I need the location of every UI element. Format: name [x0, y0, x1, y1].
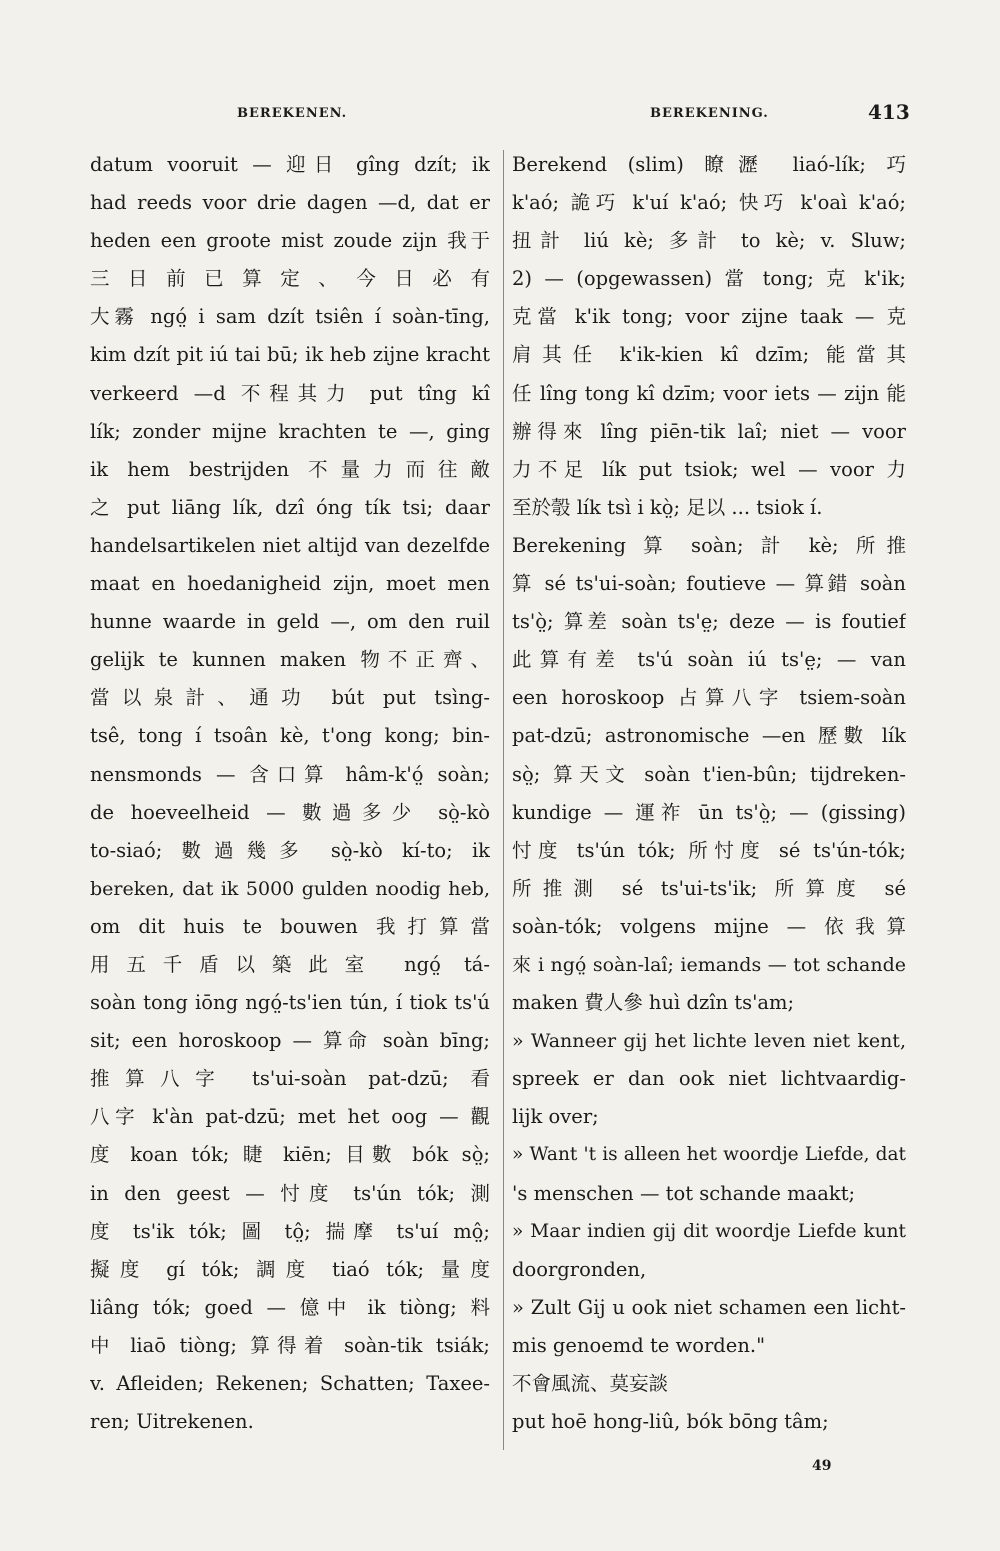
text-line: had reeds voor drie dagen —d, dat er [90, 191, 490, 215]
text-line: 度 koan tók; 睫 kiēn; 目數 bók sò̤; [90, 1143, 490, 1167]
signature-mark: 49 [812, 1458, 832, 1474]
text-line: 算 sé ts'ui-soàn; foutieve — 算錯 soàn [512, 572, 906, 596]
text-line: ik hem bestrijden 不量力而往敵 [90, 457, 490, 481]
text-line: sit; een horoskoop — 算命 soàn bīng; [90, 1029, 490, 1053]
text-line: lík; zonder mijne krachten te —, ging [90, 419, 490, 443]
text-line: Berekening 算 soàn; 計 kè; 所推 [512, 533, 906, 557]
text-line: 辦得來 lîng piēn-tik laî; niet — voor [512, 419, 906, 443]
text-line: bereken, dat ik 5000 gulden noodig heb, [90, 877, 490, 900]
text-line: verkeerd —d 不程其力 put tîng kî [90, 381, 490, 405]
text-line: 至於彀 lík tsì i kò̤; 足以 ... tsiok í. [512, 495, 823, 519]
text-line: gelijk te kunnen maken 物不正齊、 [90, 648, 490, 672]
text-line: 三日前已算定、今日必有 [90, 267, 490, 291]
text-line: maat en hoedanigheid zijn, moet men [90, 572, 490, 596]
text-line: 2) — (opgewassen) 當 tong; 克 k'ik; [512, 267, 906, 291]
text-line: 來 i ngó̤ soàn-laî; iemands — tot schande [512, 953, 906, 976]
text-line: 用五千盾以築此室 ngó̤ tá- [90, 952, 490, 976]
text-line: spreek er dan ook niet lichtvaardig- [512, 1067, 906, 1091]
text-line: 當以泉計、通功 bút put tsìng- [90, 686, 490, 710]
text-line: to-siaó; 數過幾多 sò̤-kò kí-to; ik [90, 838, 490, 862]
text-line: put hoē hong-liû, bók bōng tâm; [512, 1410, 829, 1434]
text-line: soàn tong iōng ngó̤-ts'ien tún, í tiok ts'ú [90, 991, 490, 1015]
text-line: datum vooruit — 迎日 gîng dzít; ik [90, 153, 490, 176]
text-line: 力不足 lík put tsiok; wel — voor 力 [512, 457, 906, 481]
text-line: kim dzít pit iú tai bū; ik heb zijne kracht [90, 343, 490, 367]
text-line: 之 put liāng lík, dzî óng tík tsi; daar [90, 495, 490, 519]
text-line: 中 liaō tiòng; 算得着 soàn-tik tsiák; [90, 1333, 490, 1357]
text-line: Berekend (slim) 瞭瀝 liaó-lík; 巧 [512, 153, 906, 176]
text-line: ts'ò̤; 算差 soàn ts'e̤; deze — is foutief [512, 610, 906, 634]
page-number: 413 [868, 100, 910, 124]
text-line: 度 ts'ik tók; 圖 tô̤; 揣摩 ts'uí mô̤; [90, 1219, 490, 1243]
text-line: tsê, tong í tsoân kè, t'ong kong; bin- [90, 724, 490, 748]
text-line: sò̤; 算天文 soàn t'ien-bûn; tijdreken- [512, 762, 906, 786]
text-line: kundige — 運祚 ūn ts'ò̤; — (gissing) [512, 800, 906, 824]
text-line: liâng tók; goed — 億中 ik tiòng; 料 [90, 1295, 490, 1319]
text-line: 此算有差 ts'ú soàn iú ts'e̤; — van [512, 648, 906, 672]
text-line: in den geest — 忖度 ts'ún tók; 測 [90, 1181, 490, 1205]
right-column [512, 146, 906, 1441]
left-column [90, 146, 490, 1441]
text-line: 所推測 sé ts'ui-ts'ik; 所算度 sé [512, 876, 906, 900]
text-line: 's menschen — tot schande maakt; [512, 1181, 856, 1205]
text-line: 克當 k'ik tong; voor zijne taak — 克 [512, 305, 906, 329]
text-line: de hoeveelheid — 數過多少 sò̤-kò [90, 800, 490, 824]
text-line: 肩其任 k'ik-kien kî dzīm; 能當其 [512, 343, 906, 367]
text-line: mis genoemd te worden." [512, 1333, 766, 1357]
text-line: lijk over; [512, 1105, 599, 1129]
text-line: ren; Uitrekenen. [90, 1410, 254, 1434]
text-line: 大霧 ngó̤ i sam dzít tsiên í soàn-tīng, [90, 305, 490, 329]
text-line: een horoskoop 占算八字 tsiem-soàn [512, 686, 906, 710]
text-line: 任 lîng tong kî dzīm; voor iets — zijn 能 [512, 381, 906, 405]
running-head-left: BEREKENEN. [237, 106, 348, 121]
text-line: » Zult Gij u ook niet schamen een licht- [512, 1295, 906, 1319]
text-line: 不會風流、莫妄談 [512, 1372, 669, 1395]
text-line: 八字 k'àn pat-dzū; met het oog — 觀 [90, 1105, 490, 1129]
text-line: nensmonds — 含口算 hâm-k'ó̤ soàn; [90, 762, 490, 786]
text-line: » Wanneer gij het lichte leven niet kent, [512, 1030, 906, 1053]
column-divider [503, 150, 504, 1450]
text-line: handelsartikelen niet altijd van dezelfde [90, 533, 490, 557]
text-line: 扭計 liú kè; 多計 to kè; v. Sluw; [512, 229, 906, 253]
text-line: 擬度 gí tók; 調度 tiaó tók; 量度 [90, 1257, 490, 1281]
text-line: pat-dzū; astronomische —en 歷數 lík [512, 724, 906, 748]
text-line: » Want 't is alleen het woordje Liefde, dat [512, 1144, 906, 1166]
text-line: v. Afleiden; Rekenen; Schatten; Taxee- [90, 1372, 490, 1395]
text-line: 忖度 ts'ún tók; 所忖度 sé ts'ún-tók; [512, 838, 906, 862]
text-line: soàn-tók; volgens mijne — 依我算 [512, 914, 906, 938]
text-line: 推算八字 ts'ui-soàn pat-dzū; 看 [90, 1067, 490, 1091]
text-line: » Maar indien gij dit woordje Liefde kunt [512, 1220, 906, 1242]
text-line: maken 費人參 huì dzîn ts'am; [512, 991, 795, 1015]
text-line: hunne waarde in geld —, om den ruil [90, 610, 490, 634]
text-line: k'aó; 詭巧 k'uí k'aó; 快巧 k'oaì k'aó; [512, 191, 906, 215]
text-line: heden een groote mist zoude zijn 我于 [90, 229, 490, 253]
running-head-right: BEREKENING. [650, 106, 769, 121]
text-line: om dit huis te bouwen 我打算當 [90, 914, 490, 938]
text-line: doorgronden, [512, 1257, 647, 1281]
